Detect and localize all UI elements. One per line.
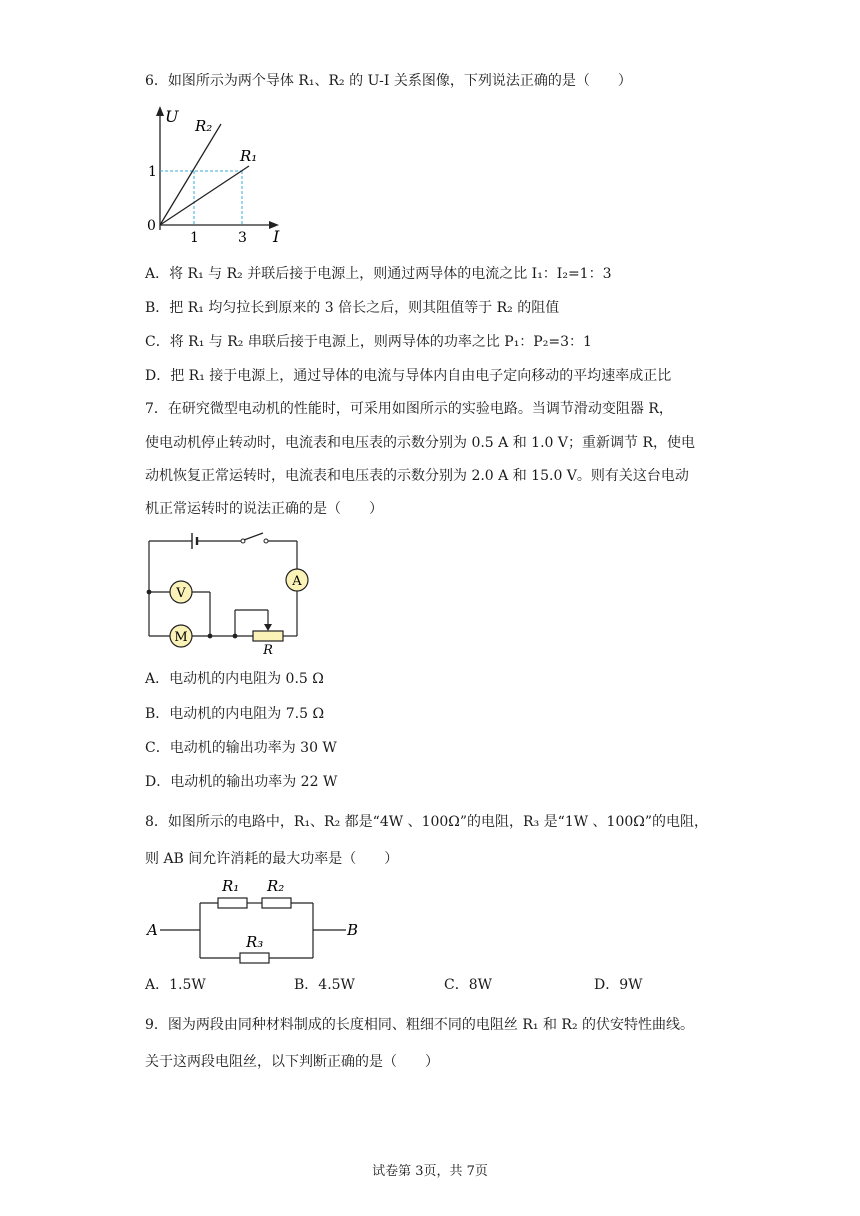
resistor-r1 xyxy=(218,898,247,908)
q7-stem-line-2: 使电动机停止转动时，电流表和电压表的示数分别为 0.5 A 和 1.0 V；重新调节 R，使电 xyxy=(145,435,695,451)
q9-stem-line-2: 关于这两段电阻丝，以下判断正确的是（ ） xyxy=(145,1054,439,1070)
q7-option-b: B．电动机的内电阻为 7.5 Ω xyxy=(145,706,325,722)
q8-option-c: C．8W xyxy=(444,977,493,993)
switch-contact xyxy=(264,539,268,543)
q6-stem: 6．如图所示为两个导体 R₁、R₂ 的 U-I 关系图像，下列说法正确的是（ ） xyxy=(145,73,632,89)
motor-label: M xyxy=(174,630,188,645)
q8-circuit-diagram xyxy=(145,875,375,970)
r1-label: R₁ xyxy=(240,147,258,165)
q8-option-d: D．9W xyxy=(594,977,643,993)
page-footer: 试卷第 3页，共 7页 xyxy=(372,1164,488,1179)
q8-stem-line-1: 8．如图所示的电路中，R₁、R₂ 都是“4W 、100Ω”的电阻，R₃ 是“1W 、100Ω”的电阻， xyxy=(145,814,709,830)
y-axis-arrow xyxy=(156,106,164,116)
q6-option-b: B．把 R₁ 均匀拉长到原来的 3 倍长之后，则其阻值等于 R₂ 的阻值 xyxy=(145,300,560,316)
x-axis-label: I xyxy=(273,227,280,246)
rheostat-label: R xyxy=(263,643,273,658)
q7-option-d: D．电动机的输出功率为 22 W xyxy=(145,774,338,790)
x-tick-1: 1 xyxy=(190,230,199,246)
q7-option-c: C．电动机的输出功率为 30 W xyxy=(145,740,337,756)
switch-blade xyxy=(244,533,263,540)
origin-label: 0 xyxy=(147,218,156,234)
line-r2 xyxy=(160,124,221,225)
q7-stem-line-3: 动机恢复正常运转时，电流表和电压表的示数分别为 2.0 A 和 15.0 V。则有关这台电动 xyxy=(145,468,689,484)
resistor-r3 xyxy=(240,953,269,963)
q6-option-d: D．把 R₁ 接于电源上，通过导体的电流与导体内自由电子定向移动的平均速率成正比 xyxy=(145,368,672,384)
q9-stem-line-1: 9．图为两段由同种材料制成的长度相同、粗细不同的电阻丝 R₁ 和 R₂ 的伏安特性曲线。 xyxy=(145,1017,695,1033)
q7-stem-line-1: 7．在研究微型电动机的性能时，可采用如图所示的实验电路。当调节滑动变阻器 R， xyxy=(145,401,673,417)
y-axis-label: U xyxy=(165,107,179,126)
q8-option-b: B．4.5W xyxy=(294,977,355,993)
resistor-r2 xyxy=(262,898,291,908)
r1-label: R₁ xyxy=(222,877,240,895)
r2-label: R₂ xyxy=(267,877,285,895)
voltmeter-label: V xyxy=(176,586,186,601)
q6-option-c: C．将 R₁ 与 R₂ 串联后接于电源上，则两导体的功率之比 P₁：P₂=3：1 xyxy=(145,334,592,350)
r2-label: R₂ xyxy=(195,117,213,135)
slider-arrow xyxy=(264,624,272,631)
q7-stem-line-4: 机正常运转时的说法正确的是（ ） xyxy=(145,501,383,517)
q8-stem-line-2: 则 AB 间允许消耗的最大功率是（ ） xyxy=(145,851,399,867)
q7-option-a: A．电动机的内电阻为 0.5 Ω xyxy=(145,671,324,687)
x-tick-3: 3 xyxy=(238,230,247,246)
y-tick-1: 1 xyxy=(148,164,157,180)
ammeter-label: A xyxy=(292,574,302,589)
r3-label: R₃ xyxy=(246,933,264,951)
q6-ui-graph xyxy=(145,100,285,245)
q8-option-a: A．1.5W xyxy=(145,977,206,993)
line-r1 xyxy=(160,166,249,225)
junction-bottom-1 xyxy=(208,634,213,639)
q7-circuit-diagram xyxy=(145,530,305,658)
terminal-b-label: B xyxy=(347,921,359,939)
terminal-a-label: A xyxy=(147,921,158,939)
q6-option-a: A．将 R₁ 与 R₂ 并联后接于电源上，则通过两导体的电流之比 I₁：I₂=1：3 xyxy=(145,266,612,282)
rheostat xyxy=(253,631,283,641)
